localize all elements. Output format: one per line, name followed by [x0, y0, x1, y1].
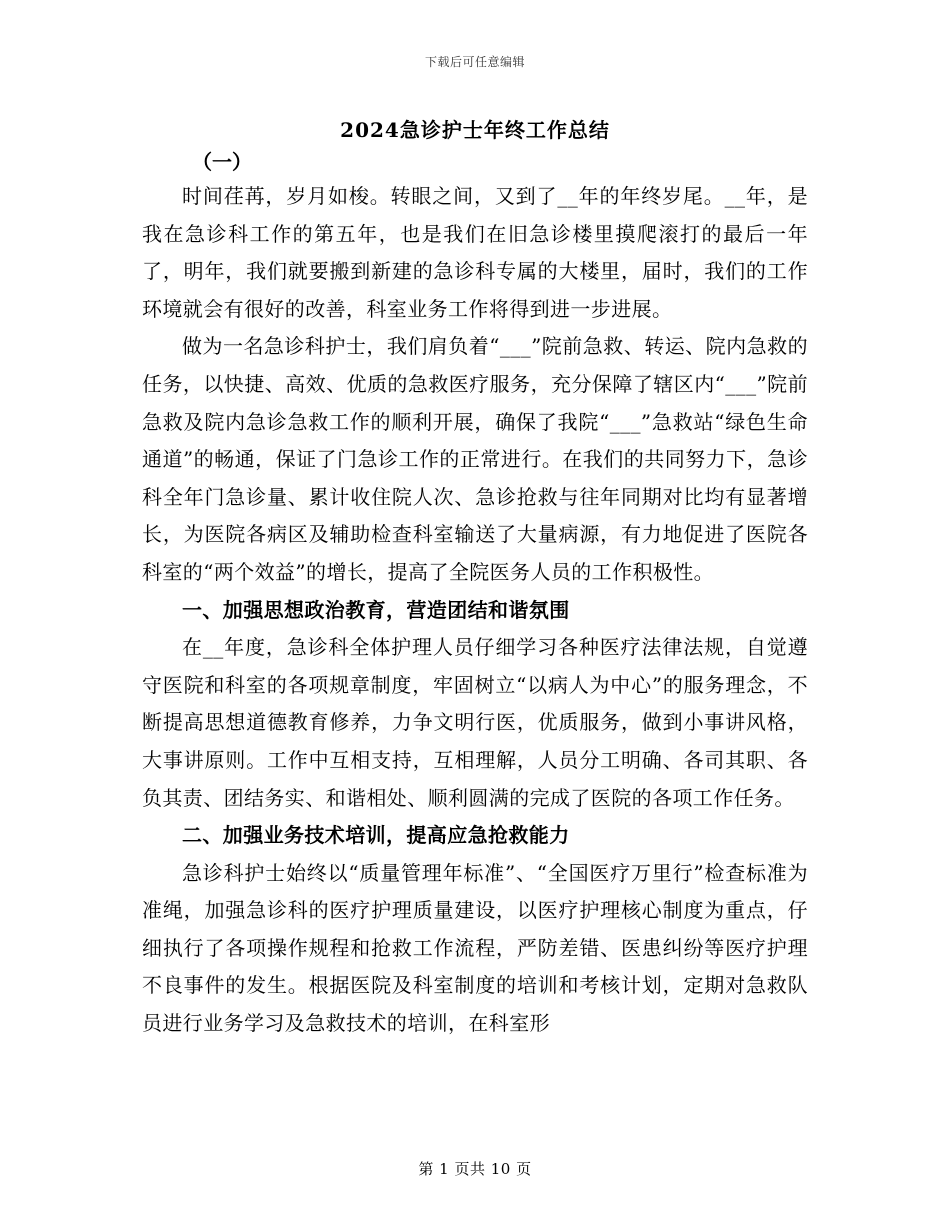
section-heading-1: 一、加强思想政治教育，营造团结和谐氛围 [182, 597, 570, 622]
paragraph-political-education: 在__年度，急诊科全体护理人员仔细学习各种医疗法律法规，自觉遵守医院和科室的各项规章制度，牢固树立“以病人为中心”的服务理念，不断提高思想道德教育修养，力争文明行医，优质服务，做到小事讲风格，大事讲原则。工作中互相支持，互相理解，人员分工明确、各司其职、各负其责、团结务实、和谐相处、顺利圆满的完成了医院的各项工作任务。 [142, 635, 808, 810]
paragraph-training: 急诊科护士始终以“质量管理年标准”、“全国医疗万里行”检查标准为准绳，加强急诊科的医疗护理质量建设，以医疗护理核心制度为重点，仔细执行了各项操作规程和抢救工作流程，严防差错、医患纠纷等医疗护理不良事件的发生。根据医院及科室制度的培训和考核计划，定期对急救队员进行业务学习及急救技术的培训，在科室形 [142, 860, 808, 1036]
header-note: 下载后可任意编辑 [424, 55, 525, 69]
section-marker: （一） [192, 150, 252, 174]
paragraph-intro: 时间荏苒，岁月如梭。转眼之间，又到了__年的年终岁尾。__年，是我在急诊科工作的第五年，也是我们在旧急诊楼里摸爬滚打的最后一年了，明年，我们就要搬到新建的急诊科专属的大楼里，届时，我们的工作环境就会有很好的改善，科室业务工作将得到进一步进展。 [142, 184, 808, 321]
paragraph-duties: 做为一名急诊科护士，我们肩负着“___”院前急救、转运、院内急救的任务，以快捷、高效、优质的急救医疗服务，充分保障了辖区内“___”院前急救及院内急诊急救工作的顺利开展，确保了我院“___”急救站“绿色生命通道”的畅通，保证了门急诊工作的正常进行。在我们的共同努力下，急诊科全年门急诊量、累计收住院人次、急诊抢救与往年同期对比均有显著增长，为医院各病区及辅助检查科室输送了大量病源，有力地促进了医院各科室的“两个效益”的增长，提高了全院医务人员的工作积极性。 [142, 334, 808, 584]
document-title: 2024急诊护士年终工作总结 [340, 118, 610, 142]
page-footer: 第 1 页共 10 页 [418, 1160, 532, 1178]
section-heading-2: 二、加强业务技术培训，提高应急抢救能力 [182, 823, 570, 848]
document-body [142, 146, 808, 1043]
